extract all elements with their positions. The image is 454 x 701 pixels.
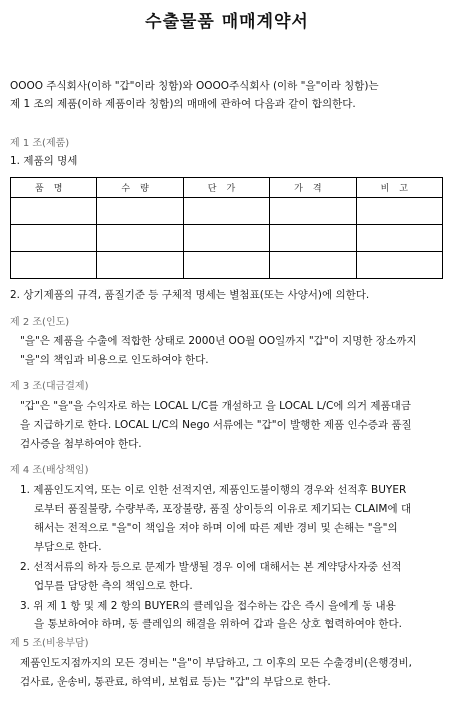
document-title: 수출물품 매매계약서 <box>145 12 309 32</box>
article-3-heading: 제 3 조(대금결제) <box>10 381 89 392</box>
table-cell <box>356 225 442 252</box>
article-4-line-1: 1. 제품인도지역, 또는 이로 인한 선적지연, 제품인도불이행의 경우와 선적후 BUYER <box>20 484 407 496</box>
table-cell <box>11 225 97 252</box>
article-1-heading: 제 1 조(제품) <box>10 138 70 149</box>
article-4-line-3: 해서는 전적으로 "을"이 책임을 져야 하며 이에 따른 제반 경비 및 손해는 "을"의 <box>34 522 398 534</box>
column-header-quantity: 수량 <box>97 178 183 198</box>
article-4-line-8: 을 통보하여야 하며, 동 클레임의 해결을 위하여 갑과 을은 상호 협력하여야 한다. <box>34 618 402 630</box>
article-4-line-7: 3. 위 제 1 항 및 제 2 항의 BUYER의 클레임을 접수하는 갑은 즉시 을에게 동 내용 <box>20 600 396 612</box>
preamble-line-1: OOOO 주식회사(이하 "갑"이라 칭함)와 OOOO주식회사 (이하 "을"이라 칭함)는 <box>10 80 379 92</box>
article-4-line-6: 업무를 담당한 측의 책임으로 한다. <box>34 580 193 592</box>
table-header-row <box>11 178 443 198</box>
article-2-line-1: "을"은 제품을 수출에 적합한 상태로 2000년 OO월 OO일까지 "갑"이 지명한 장소까지 <box>20 335 417 347</box>
article-1-subheading: 1. 제품의 명세 <box>10 155 78 167</box>
table-cell <box>183 252 269 279</box>
table-row <box>11 252 443 279</box>
table-cell <box>356 252 442 279</box>
column-header-unit-price: 단가 <box>183 178 269 198</box>
table-cell <box>11 198 97 225</box>
article-5-heading: 제 5 조(비용부담) <box>10 638 89 649</box>
table-cell <box>356 198 442 225</box>
article-1-note: 2. 상기제품의 규격, 품질기준 등 구체적 명세는 별첨표(또는 사양서)에 의한다. <box>10 289 370 301</box>
article-3-line-1: "갑"은 "을"을 수익자로 하는 LOCAL L/C를 개설하고 을 LOCAL L/C에 의거 제품대금 <box>20 400 411 412</box>
table-cell <box>270 198 356 225</box>
table-row <box>11 198 443 225</box>
column-header-item-name: 품명 <box>11 178 97 198</box>
product-spec-table <box>10 177 443 279</box>
table-cell <box>270 252 356 279</box>
table-cell <box>183 198 269 225</box>
article-3-line-3: 검사증을 첨부하여야 한다. <box>20 438 142 450</box>
table-cell <box>183 225 269 252</box>
column-header-price: 가격 <box>270 178 356 198</box>
article-5-line-2: 검사료, 운송비, 통관료, 하역비, 보험료 등)는 "갑"의 부담으로 한다. <box>20 676 331 688</box>
article-4-line-2: 로부터 품질불량, 수량부족, 포장불량, 품질 상이등의 이유로 제기되는 CLAIM에 대 <box>34 503 412 515</box>
column-header-remarks: 비고 <box>356 178 442 198</box>
article-4-line-4: 부담으로 한다. <box>34 541 102 553</box>
table-cell <box>97 198 183 225</box>
article-4-heading: 제 4 조(배상책임) <box>10 465 89 476</box>
article-3-line-2: 을 지급하기로 한다. LOCAL L/C의 Nego 서류에는 "갑"이 발행한 제품 인수증과 품질 <box>20 419 412 431</box>
article-2-heading: 제 2 조(인도) <box>10 317 70 328</box>
article-4-line-5: 2. 선적서류의 하자 등으로 문제가 발생될 경우 이에 대해서는 본 계약당사자중 선적 <box>20 561 402 573</box>
table-cell <box>97 252 183 279</box>
table-cell <box>11 252 97 279</box>
table-cell <box>270 225 356 252</box>
table-cell <box>97 225 183 252</box>
preamble-line-2: 제 1 조의 제품(이하 제품이라 칭함)의 매매에 관하여 다음과 같이 합의한다. <box>10 98 356 110</box>
article-2-line-2: "을"의 책임과 비용으로 인도하여야 한다. <box>20 354 209 366</box>
table-row <box>11 225 443 252</box>
article-5-line-1: 제품인도지점까지의 모든 경비는 "을"이 부담하고, 그 이후의 모든 수출경비(은행경비, <box>20 657 412 669</box>
